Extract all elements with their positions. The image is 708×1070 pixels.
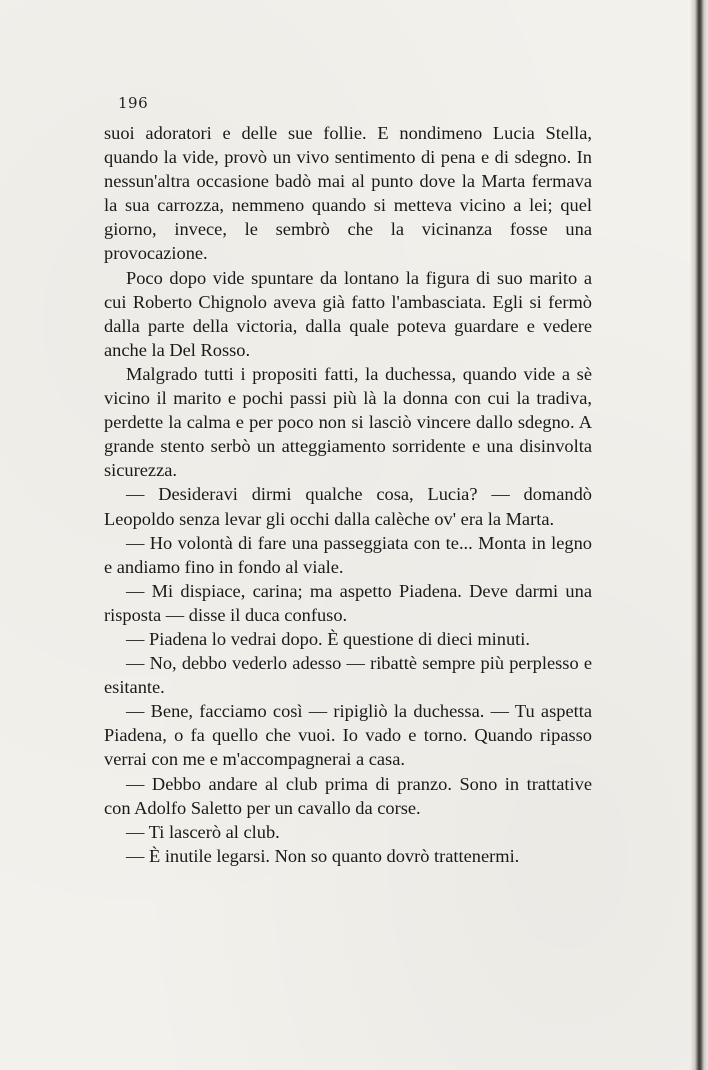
page-binding-edge [690,0,708,1070]
dialogue-line: — No, debbo vederlo adesso — ribattè sempre più perplesso e esitante. [104,653,592,698]
dialogue-line: — Bene, facciamo così — ripigliò la duchessa. — Tu aspetta Piadena, o fa quello che vuoi. Io vado e torno. Quando ripasso verrai con me e m'accompagnerai a casa. [104,701,592,770]
dialogue-line: — Ho volontà di fare una passeggiata con te... Monta in legno e andiamo fino in fondo al viale. [104,532,592,577]
dialogue-line: — Debbo andare al club prima di pranzo. Sono in trattative con Adolfo Saletto per un cavallo da corse. [104,773,592,818]
dialogue-line: — Mi dispiace, carina; ma aspetto Piadena. Deve darmi una risposta — disse il duca confuso. [104,580,592,625]
dialogue-line: — È inutile legarsi. Non so quanto dovrò trattenermi. [126,845,520,866]
dialogue-line: — Piadena lo vedrai dopo. È questione di dieci minuti. [126,628,531,649]
dialogue-line: — Ti lascerò al club. [126,821,280,842]
dialogue-line: — Desideravi dirmi qualche cosa, Lucia? — domandò Leopoldo senza levar gli occhi dalla calèche ov' era la Marta. [104,484,592,529]
body-text [104,121,592,868]
paragraph: Malgrado tutti i propositi fatti, la duchessa, quando vide a sè vicino il marito e pochi passi più là la donna con cui la tradiva, perdette la calma e per poco non si lasciò vincere dallo sdegno. A grande stento serbò un atteggiamento sorridente e una disinvolta sicurezza. [104,363,592,481]
paragraph: suoi adoratori e delle sue follie. E nondimeno Lucia Stella, quando la vide, provò un vivo sentimento di pena e di sdegno. In nessun'altra occasione badò mai al punto dove la Marta fermava la sua carrozza, nemmeno quando si metteva vicino a lei; quel giorno, invece, le sembrò che la vicinanza fosse una provocazione. [104,123,592,264]
paragraph: Poco dopo vide spuntare da lontano la figura di suo marito a cui Roberto Chignolo aveva già fatto l'ambasciata. Egli si fermò dalla parte della victoria, dalla quale poteva guardare e vedere anche la Del Rosso. [104,267,592,360]
page-number: 196 [118,94,149,112]
